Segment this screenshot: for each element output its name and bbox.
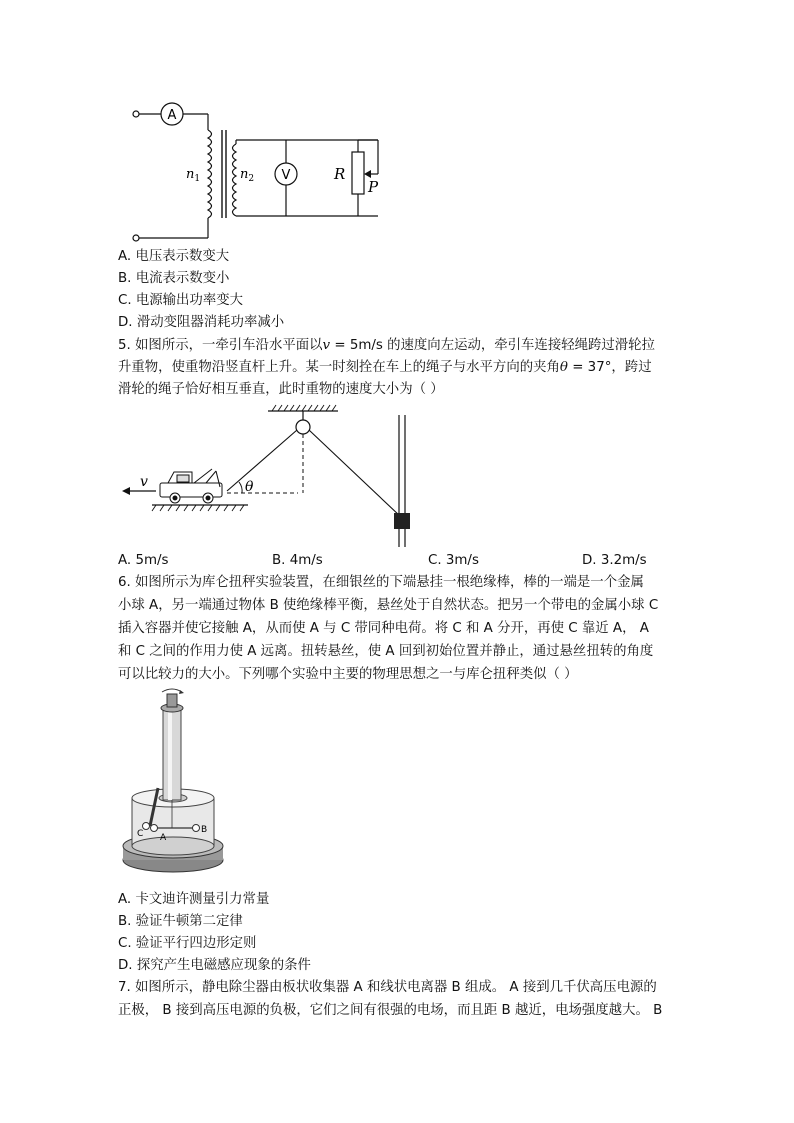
q7-stem-line-2: 正极， B 接到高压电源的负极，它们之间有很强的电场，而且距 B 越近，电场强度越大。 B <box>118 1003 663 1018</box>
svg-text:n1: $n_1$ <box>186 167 201 184</box>
coulomb-torsion-balance-figure <box>118 688 228 880</box>
svg-text:A: A <box>167 108 177 123</box>
q4-option-c: C. 电源输出功率变大 <box>118 293 243 308</box>
q5-option-b: B. 4m/s <box>272 553 323 568</box>
q5-stem-line-1: 5. 如图所示，一牵引车沿水平面以v = 5m/s 的速度向左运动，牵引车连接轻绳跨过滑轮拉 <box>118 338 655 353</box>
svg-text:A: A <box>160 833 167 843</box>
svg-text:V: V <box>281 168 291 183</box>
q5-option-d: D. 3.2m/s <box>582 553 647 568</box>
svg-text:n2: $n_2$ <box>240 167 255 184</box>
q6-stem-line-5: 可以比较力的大小。下列哪个实验中主要的物理思想之一与库仑扭秤类似（ ） <box>118 667 578 682</box>
slider-arrow-icon <box>364 170 371 178</box>
svg-text:P: P <box>368 178 379 196</box>
q5-stem-line-3: 滑轮的绳子恰好相互垂直，此时重物的速度大小为（ ） <box>118 382 444 397</box>
pulley-icon <box>296 420 310 434</box>
q6-option-a: A. 卡文迪许测量引力常量 <box>118 892 270 907</box>
q4-option-b: B. 电流表示数变小 <box>118 271 230 286</box>
q6-option-b: B. 验证牛顿第二定律 <box>118 914 243 929</box>
svg-text:v: v <box>140 474 148 490</box>
q4-option-a: A. 电压表示数变大 <box>118 249 230 264</box>
q6-option-d: D. 探究产生电磁感应现象的条件 <box>118 958 311 973</box>
q6-option-c: C. 验证平行四边形定则 <box>118 936 257 951</box>
resistor-icon <box>352 152 364 194</box>
q7-stem-line-1: 7. 如图所示，静电除尘器由板状收集器 A 和线状电离器 B 组成。 A 接到几千伏高压电源的 <box>118 980 657 995</box>
transformer-circuit-figure <box>128 100 398 245</box>
q4-option-d: D. 滑动变阻器消耗功率减小 <box>118 315 285 330</box>
svg-text:R: R <box>334 165 346 183</box>
q6-stem-line-3: 插入容器并使它接触 A，从而使 A 与 C 带同种电荷。将 C 和 A 分开，再使 C 靠近 A， A <box>118 621 649 636</box>
velocity-arrow-icon <box>122 487 130 495</box>
tow-truck-icon <box>160 469 222 503</box>
q6-stem-line-2: 小球 A，另一端通过物体 B 使绝缘棒平衡，悬丝处于自然状态。把另一个带电的金属小球 C <box>118 598 659 613</box>
svg-text:C: C <box>137 829 144 839</box>
q5-stem-line-2: 升重物，使重物沿竖直杆上升。某一时刻拴在车上的绳子与水平方向的夹角θ = 37°，跨过 <box>118 360 652 375</box>
pulley-truck-figure <box>120 405 430 550</box>
q6-stem-line-1: 6. 如图所示为库仑扭秤实验装置，在细银丝的下端悬挂一根绝缘棒，棒的一端是一个金属 <box>118 575 644 590</box>
q5-option-a: A. 5m/s <box>118 553 169 568</box>
weight-block-icon <box>394 513 410 529</box>
q6-stem-line-4: 和 C 之间的作用力使 A 远离。扭转悬丝，使 A 回到初始位置并静止，通过悬丝扭转的角度 <box>118 644 654 659</box>
q5-option-c: C. 3m/s <box>428 553 479 568</box>
svg-text:θ: θ <box>245 479 254 495</box>
svg-text:B: B <box>201 825 208 835</box>
